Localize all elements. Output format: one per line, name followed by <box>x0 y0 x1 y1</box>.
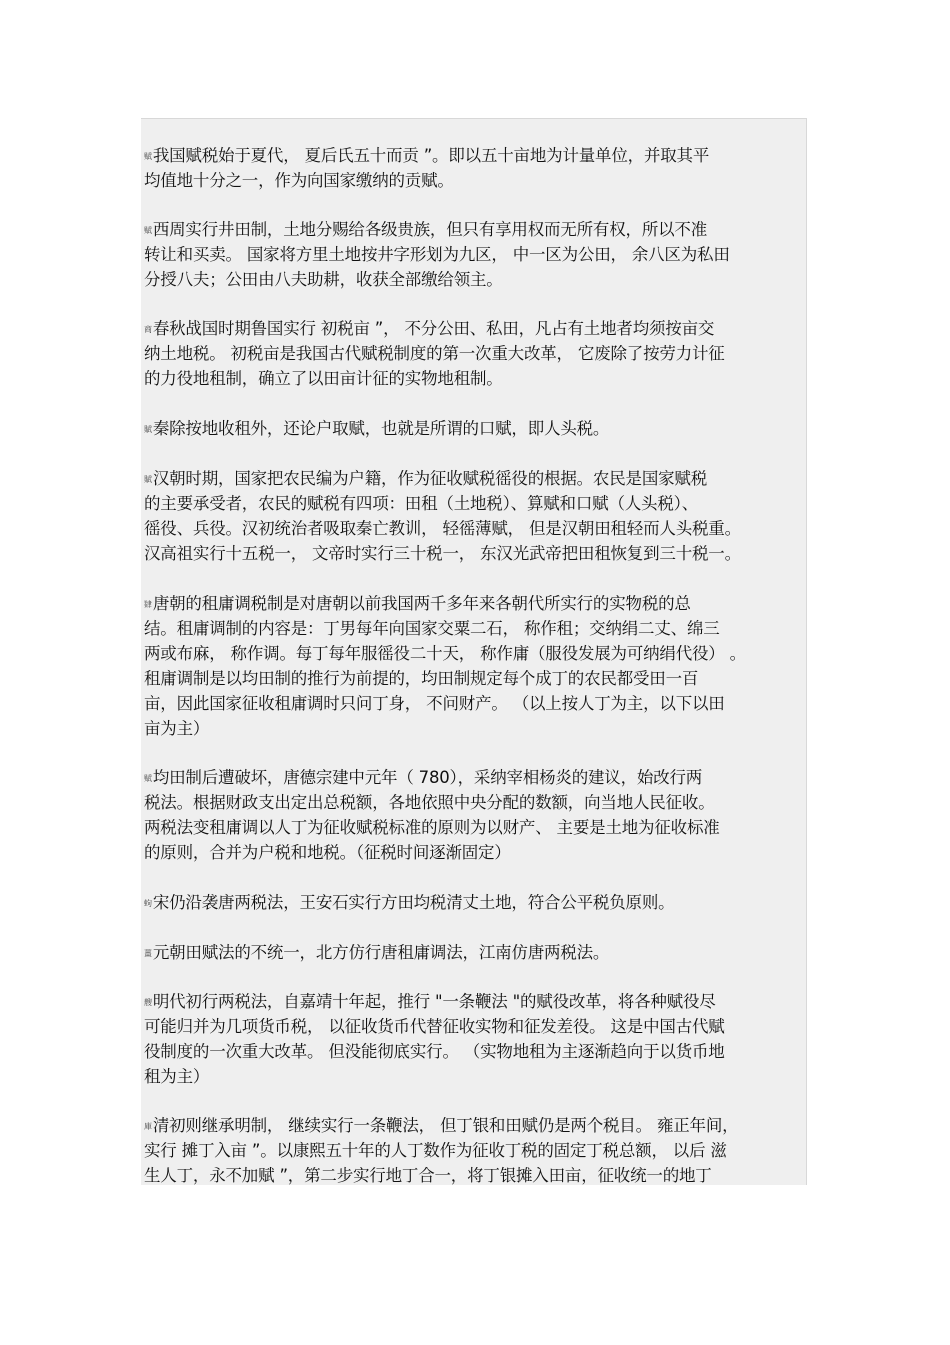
paragraph-marker: 庫 <box>144 1121 152 1131</box>
text-line: 实行 摊丁入亩 ”。以康熙五十年的人丁数作为征收丁税的固定丁税总额， 以后 滋 <box>144 1141 727 1160</box>
text-line: 亩为主） <box>144 719 210 738</box>
text-line: 均田制后遭破坏，唐德宗建中元年（ 780），采纳宰相杨炎的建议，始改行两 <box>152 768 703 787</box>
text-line: 的力役地租制，确立了以田亩计征的实物地租制。 <box>144 369 503 388</box>
text-line: 役制度的一次重大改革。 但没能彻底实行。 （实物地租为主逐渐趋向于以货币地 <box>144 1042 725 1061</box>
paragraph-song <box>144 890 804 915</box>
text-line: 清初则继承明制， 继续实行一条鞭法， 但丁银和田赋仍是两个税目。 雍正年间， <box>152 1116 739 1135</box>
paragraph-marker: 赋 <box>144 151 152 161</box>
paragraph-marker: 蚼 <box>144 898 152 908</box>
text-line: 两税法变租庸调以人丁为征收赋税标准的原则为以财产、 主要是土地为征收标准 <box>144 818 720 837</box>
paragraph-xia-tribute <box>144 143 804 193</box>
paragraph-tang-zuyongdiao <box>144 591 804 741</box>
paragraph-marker: 赋 <box>144 773 152 783</box>
text-line: 宋仍沿袭唐两税法，王安石实行方田均税清丈土地，符合公平税负原则。 <box>152 893 675 912</box>
paragraph-qing <box>144 1113 804 1185</box>
text-line: 生人丁，永不加赋 ”，第二步实行地丁合一，将丁银摊入田亩，征收统一的地丁 <box>144 1166 712 1185</box>
paragraph-yuan <box>144 940 804 965</box>
text-line: 汉高祖实行十五税一， 文帝时实行三十税一， 东汉光武帝把田租恢复到三十税一。 <box>144 544 741 563</box>
text-line: 租庸调制是以均田制的推行为前提的，均田制规定每个成丁的农民都受田一百 <box>144 669 699 688</box>
text-line: 唐朝的租庸调税制是对唐朝以前我国两千多年来各朝代所实行的实物税的总 <box>152 594 691 613</box>
paragraph-marker: 肄 <box>144 599 152 609</box>
paragraph-marker: 賦 <box>144 424 152 434</box>
text-line: 均值地十分之一，作为向国家缴纳的贡赋。 <box>144 171 454 190</box>
paragraph-han <box>144 466 804 566</box>
text-line: 可能归并为几项货币税， 以征收货币代替征收实物和征发差役。 这是中国古代赋 <box>144 1017 725 1036</box>
text-line: 结。租庸调制的内容是：丁男每年向国家交粟二石， 称作租；交纳绢二丈、绵三 <box>144 619 720 638</box>
text-line: 春秋战国时期鲁国实行 初税亩 ”， 不分公田、私田，凡占有土地者均须按亩交 <box>152 319 715 338</box>
text-line: 西周实行井田制，土地分赐给各级贵族，但只有享用权而无所有权，所以不准 <box>152 220 708 239</box>
paragraph-western-zhou <box>144 217 804 292</box>
text-line: 明代初行两税法，自嘉靖十年起，推行 "一条鞭法 "的赋役改革，将各种赋役尽 <box>152 992 716 1011</box>
paragraph-marker: 赋 <box>144 225 152 235</box>
text-line: 徭役、兵役。汉初统治者吸取秦亡教训， 轻徭薄赋， 但是汉朝田租轻而人头税重。 <box>144 519 741 538</box>
paragraph-ming <box>144 989 804 1089</box>
text-line: 转让和买卖。 国家将方里土地按井字形划为九区， 中一区为公田， 余八区为私田 <box>144 245 730 264</box>
text-line: 我国赋税始于夏代， 夏后氏五十而贡 ”。即以五十亩地为计量单位，并取其平 <box>152 146 710 165</box>
text-line: 税法。根据财政支出定出总税额，各地依照中央分配的数额，向当地人民征收。 <box>144 793 715 812</box>
paragraph-marker: 薑 <box>144 948 152 958</box>
text-line: 纳土地税。 初税亩是我国古代赋税制度的第一次重大改革， 它废除了按劳力计征 <box>144 344 725 363</box>
text-line: 秦除按地收租外，还论户取赋，也就是所谓的口赋，即人头税。 <box>152 419 610 438</box>
text-line: 亩，因此国家征收租庸调时只问丁身， 不问财产。 （以上按人丁为主，以下以田 <box>144 694 725 713</box>
paragraph-marker: 艘 <box>144 997 152 1007</box>
text-line: 租为主） <box>144 1067 210 1086</box>
text-line: 的主要承受者，农民的赋税有四项：田租（土地税）、算赋和口赋（人头税）、 <box>144 494 699 513</box>
text-line: 分授八夫；公田由八夫助耕，收获全部缴给领主。 <box>144 270 503 289</box>
paragraph-marker: 商 <box>144 324 152 334</box>
paragraph-qin <box>144 416 804 441</box>
text-line: 元朝田赋法的不统一，北方仿行唐租庸调法，江南仿唐两税法。 <box>152 943 610 962</box>
paragraph-two-tax-law <box>144 765 804 865</box>
paragraph-marker: 賦 <box>144 474 152 484</box>
text-line: 的原则，合并为户税和地税。（征税时间逐渐固定） <box>144 843 511 862</box>
document-page <box>141 118 807 1185</box>
paragraph-spring-autumn <box>144 316 804 391</box>
text-line: 两或布麻， 称作调。每丁每年服徭役二十天， 称作庸（服役发展为可纳绢代役） 。 <box>144 644 746 663</box>
text-line: 汉朝时期，国家把农民编为户籍，作为征收赋税徭役的根据。农民是国家赋税 <box>152 469 708 488</box>
